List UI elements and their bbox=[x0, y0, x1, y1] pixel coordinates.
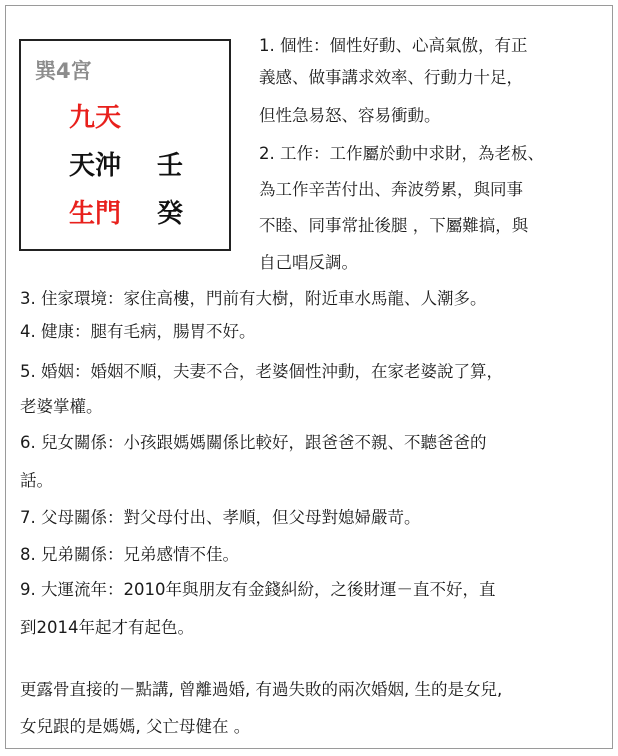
palace-label: 巽4宮 bbox=[35, 59, 92, 83]
text-line: 8. 兄弟關係：兄弟感情不佳。 bbox=[20, 545, 239, 564]
text-line: 1. 個性：個性好動、心高氣傲，有正 bbox=[259, 36, 528, 55]
text-line: 不睦、同事常扯後腿 ，下屬難搞，與 bbox=[259, 216, 529, 235]
text-line: 7. 父母關係：對父母付出、孝順，但父母對媳婦嚴苛。 bbox=[20, 508, 421, 527]
text-line: 5. 婚姻：婚姻不順，夫妻不合，老婆個性沖動，在家老婆說了算， bbox=[20, 362, 503, 381]
text-line: 但性急易怒、容易衝動。 bbox=[259, 106, 441, 125]
door-label: 生門 bbox=[69, 199, 122, 229]
text-line: 為工作辛苦付出、奔波勞累，與同事 bbox=[259, 180, 523, 199]
text-line: 女兒跟的是媽媽, 父亡母健在 。 bbox=[20, 717, 251, 736]
text-line: 4. 健康：腿有毛病，腸胃不好。 bbox=[20, 322, 256, 341]
text-line: 義感、做事講求效率、行動力十足， bbox=[259, 68, 523, 87]
star-label: 天沖 bbox=[69, 151, 122, 181]
text-line: 9. 大運流年：2010年與朋友有金錢糾紛，之後財運－直不好，直 bbox=[20, 580, 496, 599]
deity-label: 九天 bbox=[69, 103, 122, 133]
text-line: 老婆掌權。 bbox=[20, 397, 103, 416]
text-line: 3. 住家環境：家住高樓，門前有大樹，附近車水馬龍、人潮多。 bbox=[20, 289, 487, 308]
text-line: 自己唱反調。 bbox=[259, 253, 358, 272]
qimen-palace-chart bbox=[19, 39, 231, 251]
text-line: 2. 工作：工作屬於動中求財，為老板、 bbox=[259, 144, 544, 163]
text-line: 到2014年起才有起色。 bbox=[20, 618, 194, 637]
text-line: 更露骨直接的－點講, 曾離過婚, 有過失敗的兩次婚姻, 生的是女兒, bbox=[20, 680, 503, 699]
earth-stem-label: 癸 bbox=[157, 199, 184, 229]
heaven-stem-label: 壬 bbox=[157, 151, 184, 181]
text-line: 話。 bbox=[20, 471, 53, 490]
text-line: 6. 兒女關係：小孩跟媽媽關係比較好，跟爸爸不親、不聽爸爸的 bbox=[20, 433, 487, 452]
